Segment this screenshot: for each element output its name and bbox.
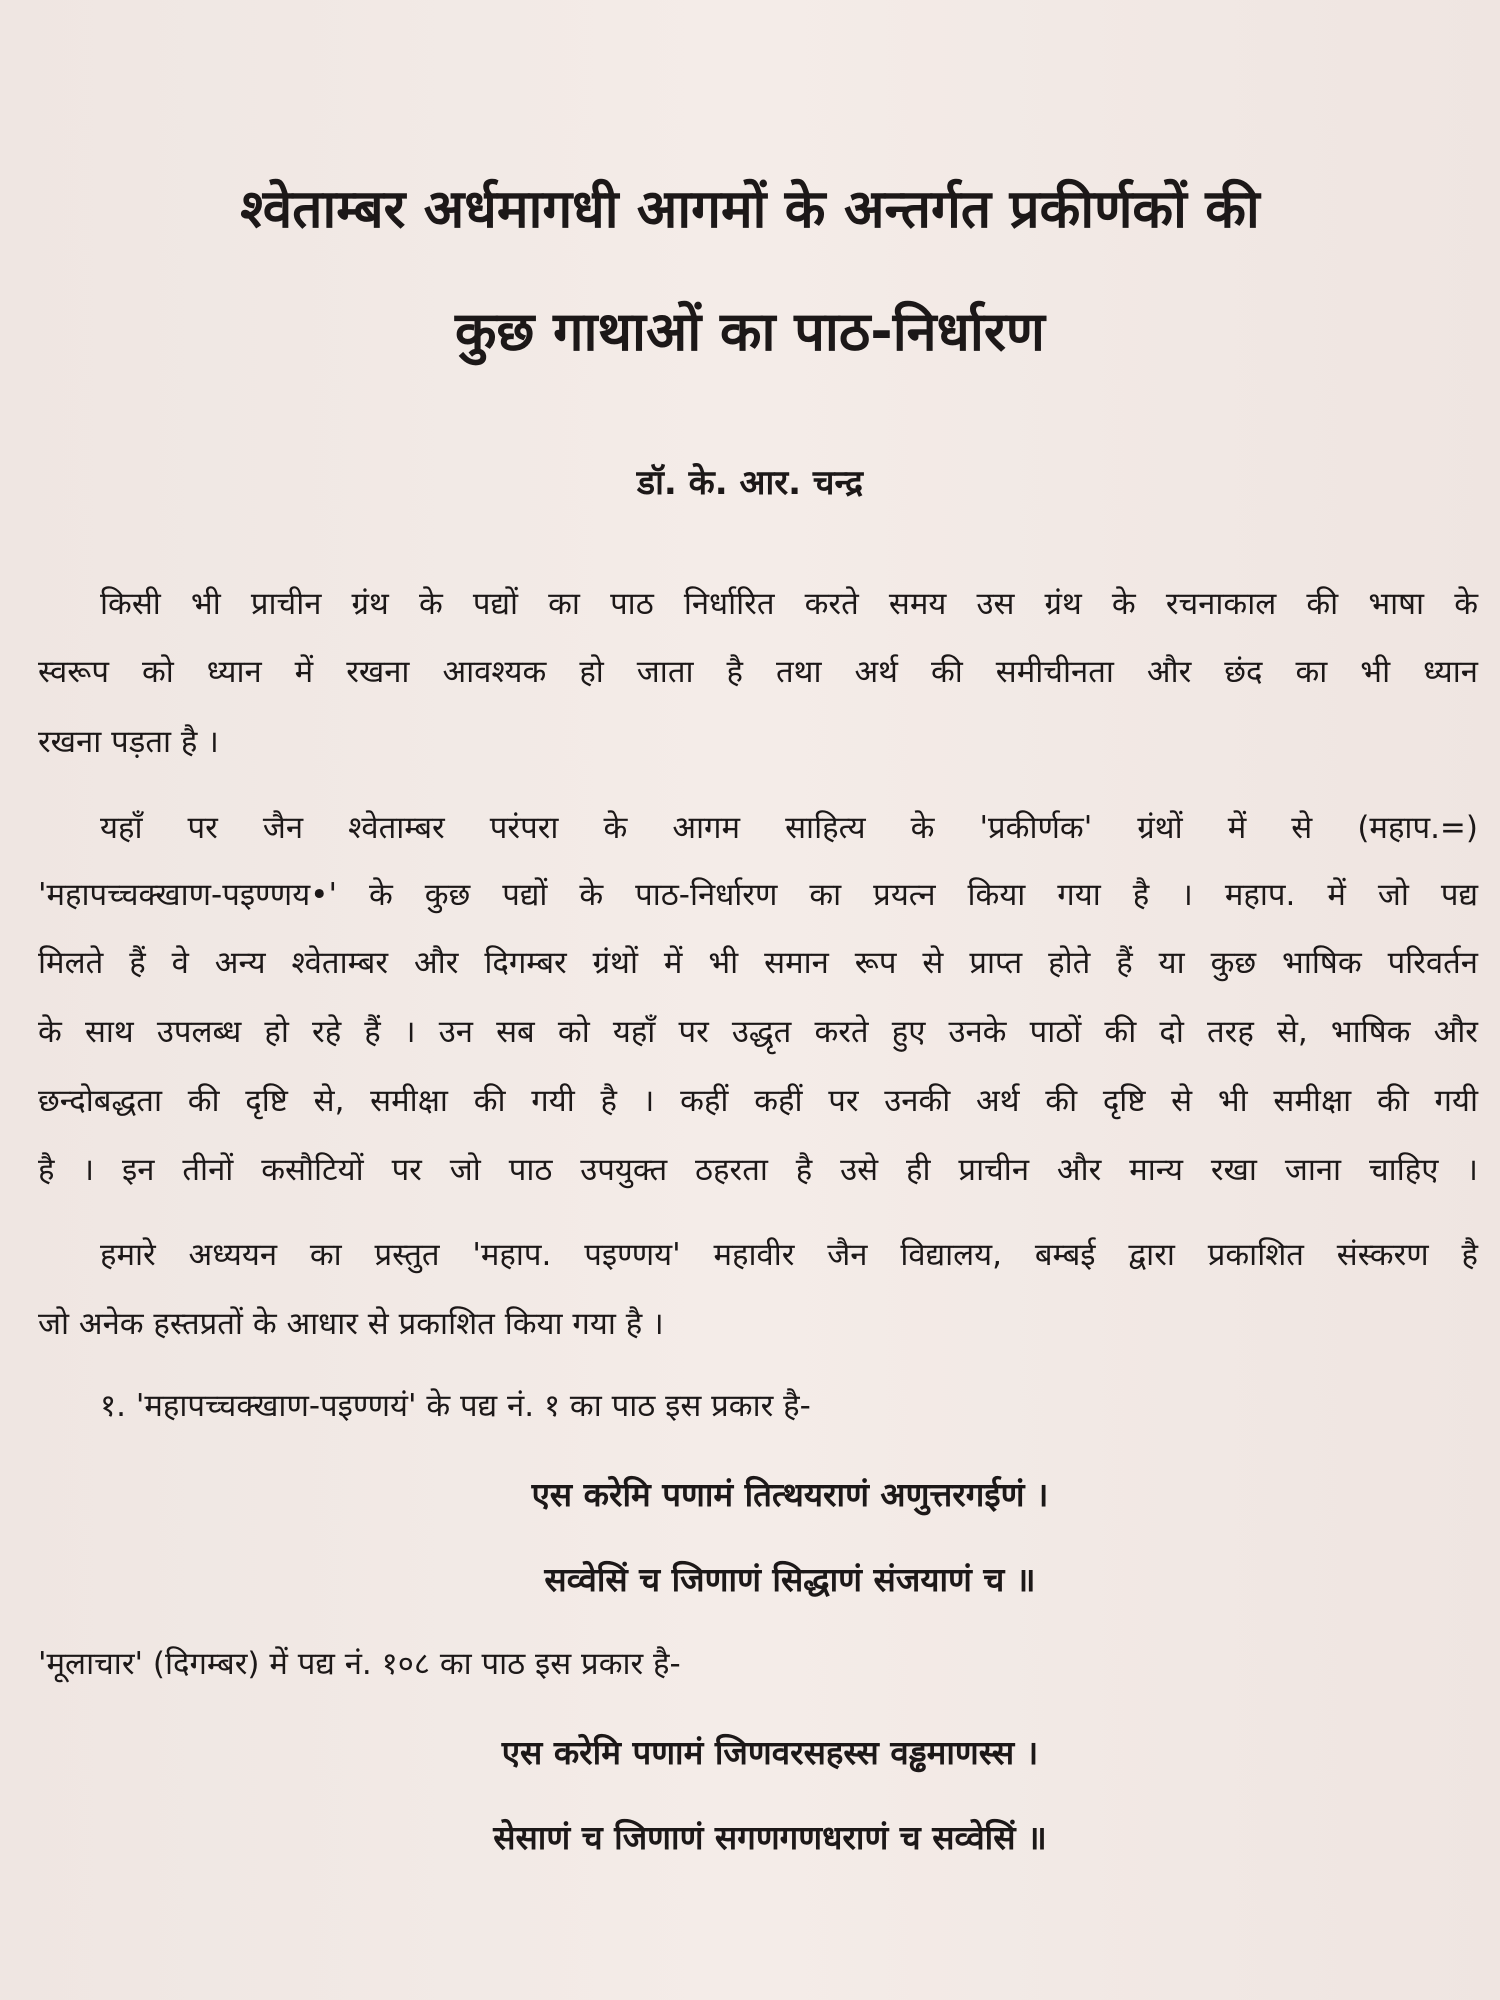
paragraph-1-line-2: स्वरूप को ध्यान में रखना आवश्यक हो जाता है तथा अर्थ की समीचीनता और छंद का भी ध्यान xyxy=(38,654,1478,690)
paragraph-2-line-5: छन्दोबद्धता की दृष्टि से, समीक्षा की गयी है । कहीं कहीं पर उनकी अर्थ की दृष्टि से भी समीक्षा की गयी xyxy=(38,1083,1478,1119)
author-name: डॉ. के. आर. चन्द्र xyxy=(636,463,864,503)
paragraph-2-line-1: यहाँ पर जैन श्वेताम्बर परंपरा के आगम साहित्य के 'प्रकीर्णक' ग्रंथों में से (महाप.=) xyxy=(100,810,1478,846)
verse-1-line-2: सव्वेसिं च जिणाणं सिद्धाणं संजयाणं च ॥ xyxy=(544,1560,1036,1599)
paragraph-3-line-2: जो अनेक हस्तप्रतों के आधार से प्रकाशित किया गया है । xyxy=(38,1306,664,1342)
paragraph-2-line-6: है । इन तीनों कसौटियों पर जो पाठ उपयुक्त ठहरता है उसे ही प्राचीन और मान्य रखा जाना चाहिए । xyxy=(38,1152,1478,1188)
verse-2-line-1: एस करेमि पणामं जिणवरसहस्स वड्ढमाणस्स । xyxy=(501,1733,1039,1772)
paragraph-2-line-3: मिलते हैं वे अन्य श्वेताम्बर और दिगम्बर ग्रंथों में भी समान रूप से प्राप्त होते हैं या कुछ भाषिक परिवर्तन xyxy=(38,945,1478,981)
paragraph-2-line-4: के साथ उपलब्ध हो रहे हैं । उन सब को यहाँ पर उद्धृत करते हुए उनके पाठों की दो तरह से, भाषिक और xyxy=(38,1014,1478,1050)
mulachar-intro: 'मूलाचार' (दिगम्बर) में पद्य नं. १०८ का पाठ इस प्रकार है- xyxy=(38,1646,681,1682)
article-title-line-1: श्वेताम्बर अर्धमागधी आगमों के अन्तर्गत प्रकीर्णकों की xyxy=(240,179,1260,240)
item-1-intro: १. 'महापच्चक्खाण-पइण्णयं' के पद्य नं. १ का पाठ इस प्रकार है- xyxy=(100,1388,811,1424)
verse-1-line-1: एस करेमि पणामं तित्थयराणं अणुत्तरगईणं । xyxy=(531,1475,1049,1514)
paragraph-3-line-1: हमारे अध्ययन का प्रस्तुत 'महाप. पइण्णय' महावीर जैन विद्यालय, बम्बई द्वारा प्रकाशित संस्करण है xyxy=(100,1237,1478,1273)
verse-2-line-2: सेसाणं च जिणाणं सगणगणधराणं च सव्वेसिं ॥ xyxy=(493,1818,1047,1857)
article-title-line-2: कुछ गाथाओं का पाठ-निर्धारण xyxy=(455,300,1045,363)
paragraph-1-line-1: किसी भी प्राचीन ग्रंथ के पद्यों का पाठ निर्धारित करते समय उस ग्रंथ के रचनाकाल की भाषा के xyxy=(100,586,1478,622)
paragraph-2-line-2: 'महापच्चक्खाण-पइण्णय•' के कुछ पद्यों के पाठ-निर्धारण का प्रयत्न किया गया है । महाप. में जो पद्य xyxy=(38,877,1478,913)
paragraph-1-line-3: रखना पड़ता है । xyxy=(38,724,219,760)
